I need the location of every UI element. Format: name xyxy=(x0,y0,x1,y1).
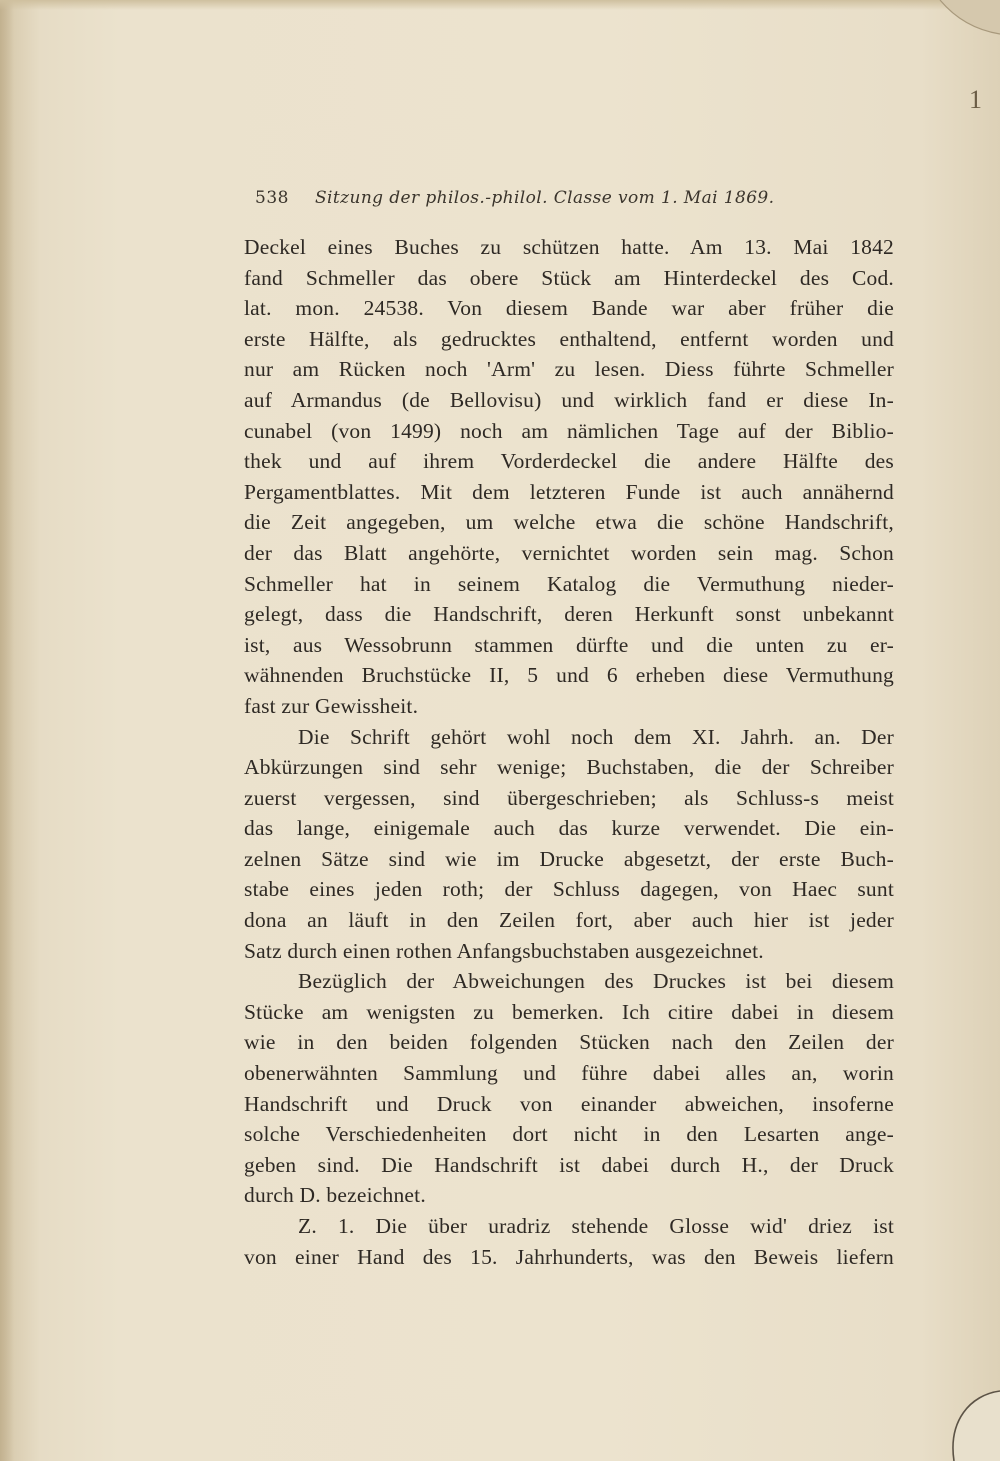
text-line: ist, aus Wessobrunn stammen dürfte und die unten zu er- xyxy=(244,632,894,657)
page-corner-curl-bottom xyxy=(940,1381,1000,1461)
text-line: Satz durch einen rothen Anfangsbuchstaben ausgezeichnet. xyxy=(244,938,764,963)
text-line: wähnenden Bruchstücke II, 5 und 6 erheben diese Vermuthung xyxy=(244,663,894,688)
text-line: fast zur Gewissheit. xyxy=(244,693,419,718)
text-line: erste Hälfte, als gedrucktes enthaltend, entfernt worden und xyxy=(244,326,894,351)
text-line: obenerwähnten Sammlung und führe dabei alles an, worin xyxy=(244,1061,894,1086)
text-line: Pergamentblattes. Mit dem letzteren Funde ist auch annähernd xyxy=(244,479,894,504)
text-line: Schmeller hat in seinem Katalog die Vermuthung nieder- xyxy=(244,571,894,596)
text-line: von einer Hand des 15. Jahrhunderts, was den Beweis liefern xyxy=(244,1244,894,1269)
margin-mark: 1 xyxy=(969,85,982,114)
page-top-edge-shading xyxy=(0,0,1000,10)
page-header xyxy=(255,188,815,218)
text-line: Handschrift und Druck von einander abweichen, insoferne xyxy=(244,1091,894,1116)
text-line: geben sind. Die Handschrift ist dabei durch H., der Druck xyxy=(244,1152,894,1177)
text-line: gelegt, dass die Handschrift, deren Herkunft sonst unbekannt xyxy=(244,602,894,627)
page-number: 538 xyxy=(255,188,289,208)
text-line: dona an läuft in den Zeilen fort, aber auch hier ist jeder xyxy=(244,908,894,933)
text-line: Bezüglich der Abweichungen des Druckes ist bei diesem xyxy=(298,969,894,994)
body-text xyxy=(244,232,894,1272)
text-line: zuerst vergessen, sind übergeschrieben; als Schluss-s meist xyxy=(244,785,894,810)
text-line: Deckel eines Buches zu schützen hatte. Am 13. Mai 1842 xyxy=(244,235,894,259)
text-line: solche Verschiedenheiten dort nicht in den Lesarten ange- xyxy=(244,1122,894,1147)
text-line: Z. 1. Die über uradriz stehende Glosse wid' driez ist xyxy=(298,1214,894,1238)
text-line: wie in den beiden folgenden Stücken nach den Zeilen der xyxy=(244,1030,894,1055)
text-line: Die Schrift gehört wohl noch dem XI. Jahrh. an. Der xyxy=(298,724,894,749)
text-line: nur am Rücken noch 'Arm' zu lesen. Diess führte Schmeller xyxy=(244,357,894,382)
text-line: auf Armandus (de Bellovisu) und wirklich fand er diese In- xyxy=(244,387,894,412)
page-corner-curl-top xyxy=(930,0,1000,45)
text-line: thek und auf ihrem Vorderdeckel die andere Hälfte des xyxy=(244,449,894,474)
text-line: die Zeit angegeben, um welche etwa die schöne Handschrift, xyxy=(244,510,894,535)
text-line: fand Schmeller das obere Stück am Hinterdeckel des Cod. xyxy=(244,265,894,290)
text-line: durch D. bezeichnet. xyxy=(244,1183,426,1208)
text-line: zelnen Sätze sind wie im Drucke abgesetzt, der erste Buch- xyxy=(244,846,894,871)
running-title: Sitzung der philos.-philol. Classe vom 1. Mai 1869. xyxy=(315,188,775,208)
text-line: lat. mon. 24538. Von diesem Bande war aber früher die xyxy=(244,296,894,321)
text-line: cunabel (von 1499) noch am nämlichen Tage auf der Biblio- xyxy=(244,418,894,443)
text-line: der das Blatt angehörte, vernichtet worden sein mag. Schon xyxy=(244,540,894,565)
text-line: das lange, einigemale auch das kurze verwendet. Die ein- xyxy=(244,816,894,841)
text-line: Abkürzungen sind sehr wenige; Buchstaben, die der Schreiber xyxy=(244,755,894,780)
text-line: stabe eines jeden roth; der Schluss dagegen, von Haec sunt xyxy=(244,877,894,902)
text-line: Stücke am wenigsten zu bemerken. Ich citire dabei in diesem xyxy=(244,999,894,1024)
